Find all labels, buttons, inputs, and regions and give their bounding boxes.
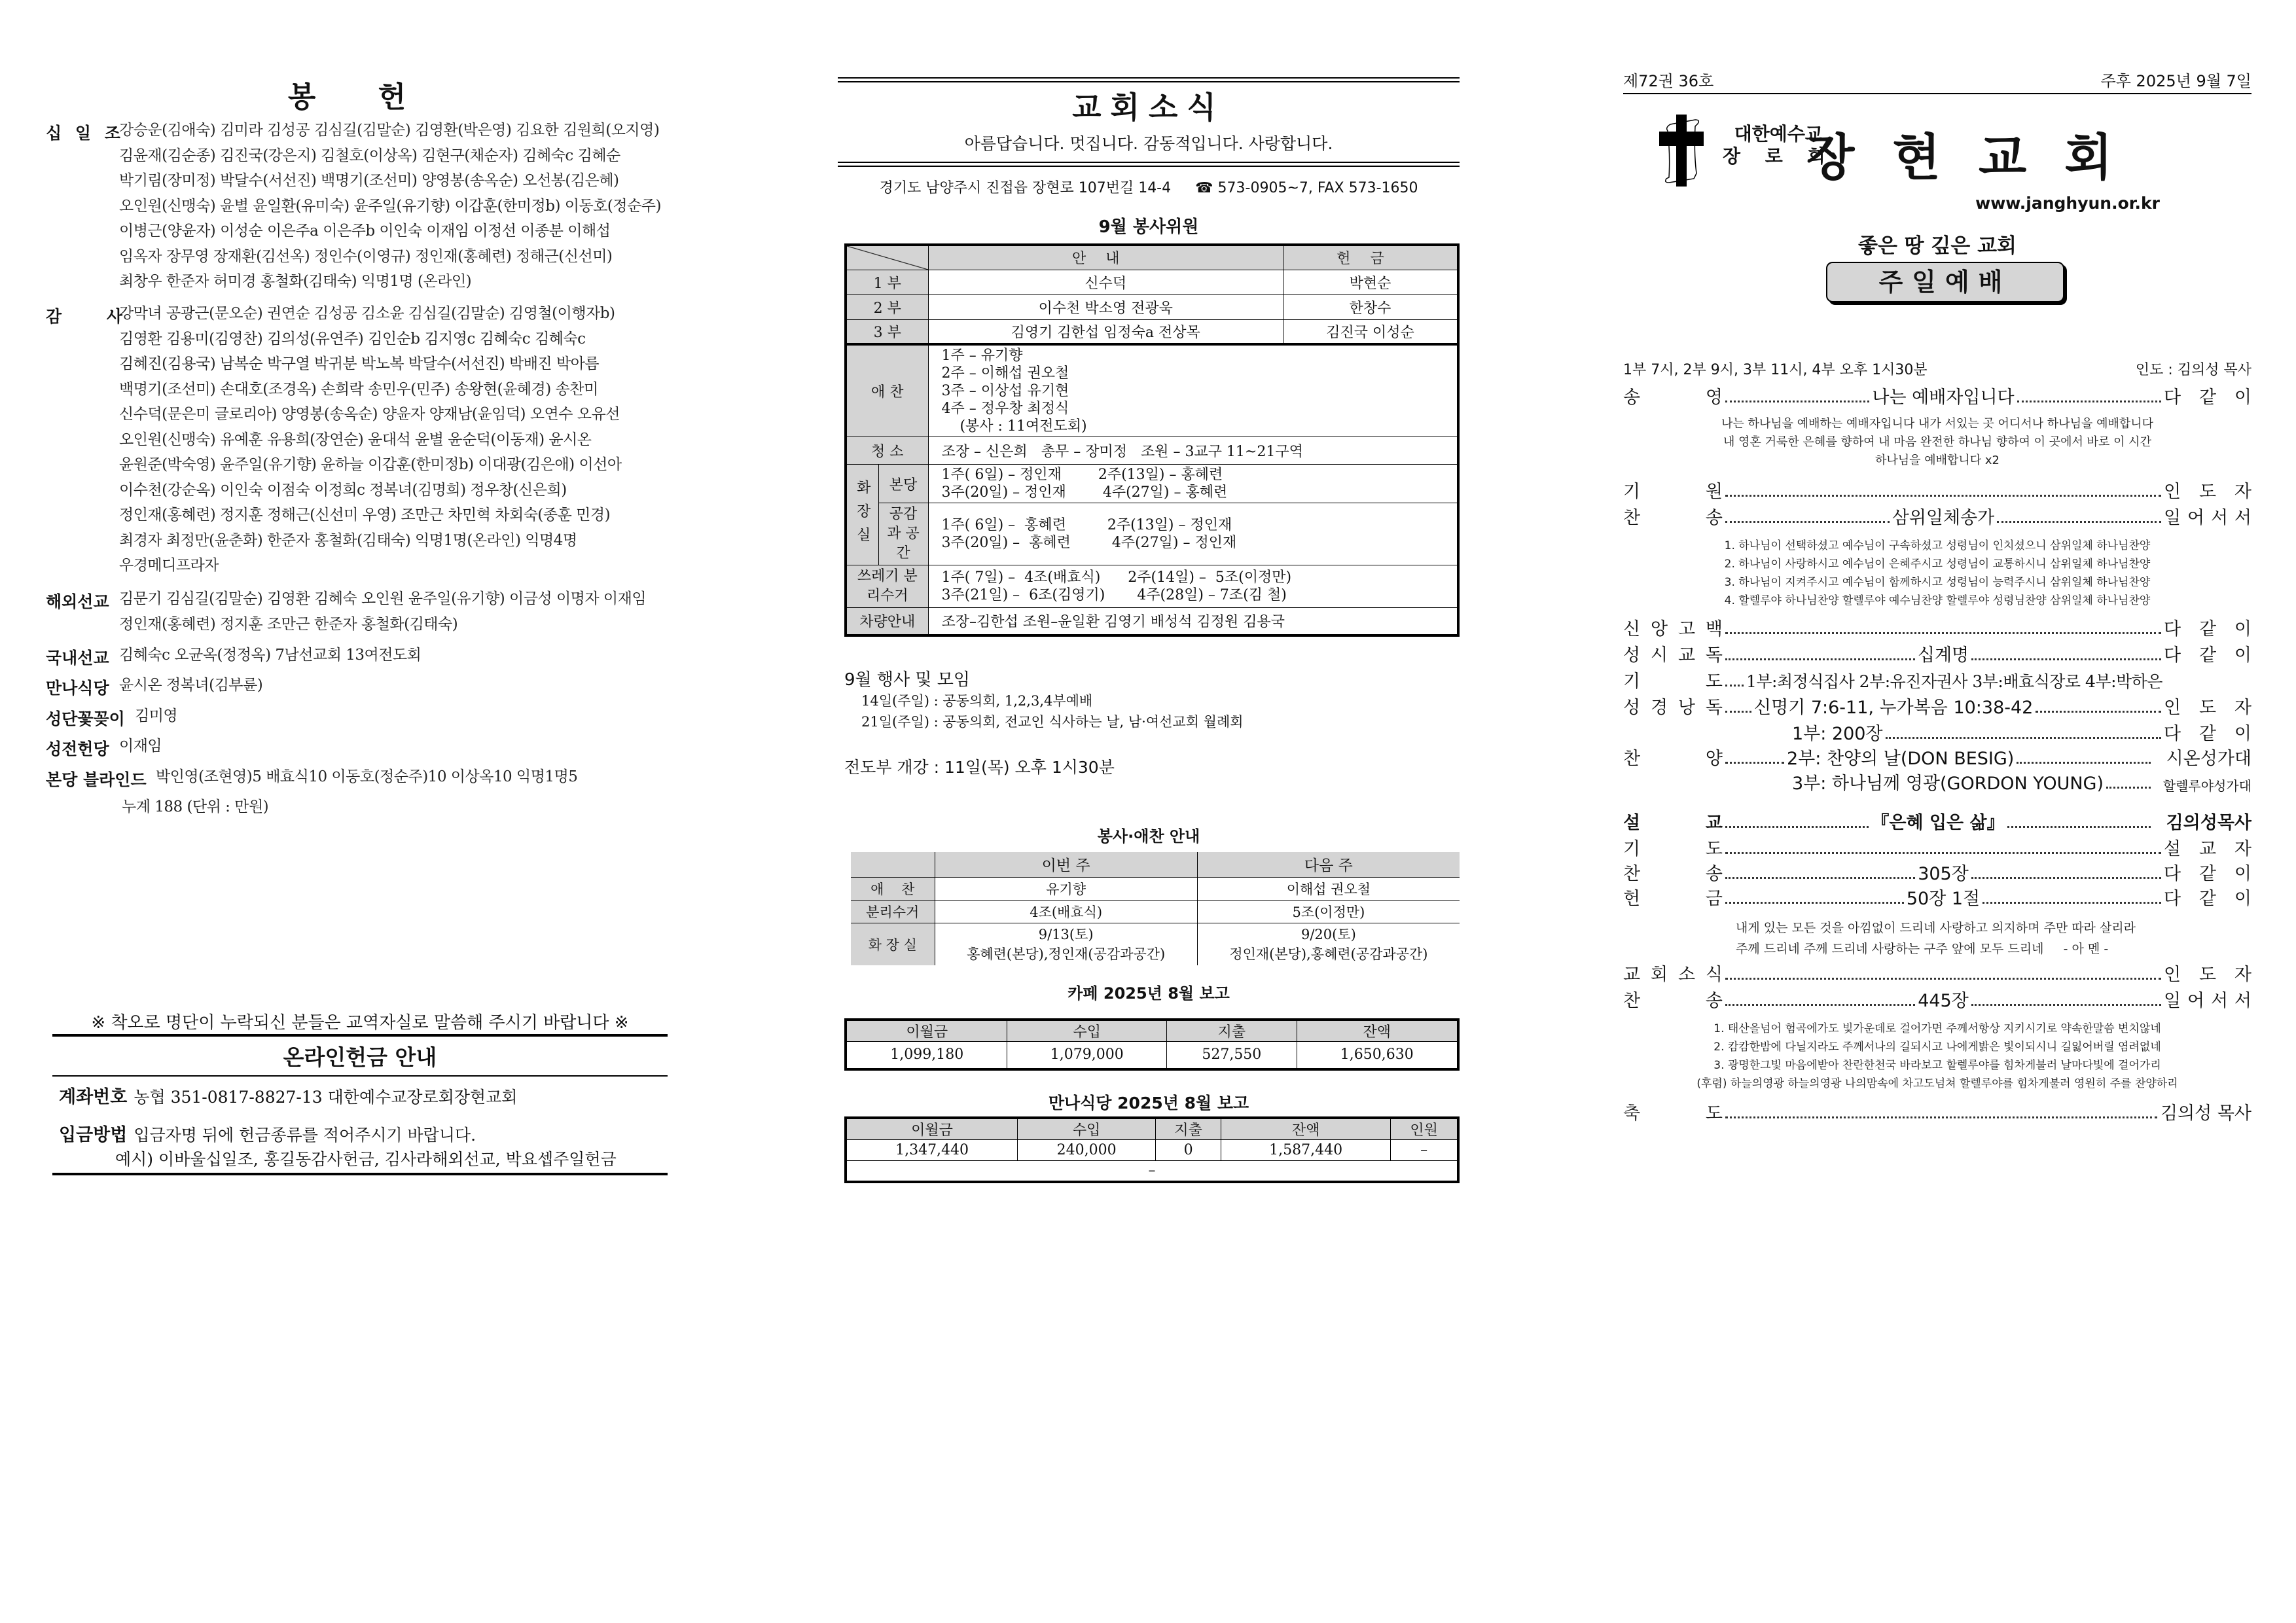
row-sublabel: 본당 (878, 465, 928, 503)
method-row (59, 1120, 476, 1146)
col-header: 잔액 (1221, 1118, 1391, 1140)
church-url[interactable]: www.janghyun.or.kr (1975, 194, 2160, 213)
lyric-line: 2. 캄캄한밤에 다닐지라도 주께서나의 길되시고 나에게밝은 빛이되시니 길잃어버릴 염려없네 (1713, 1041, 2161, 1054)
row-label: 애 찬 (851, 877, 935, 900)
leader-dots (2017, 401, 2161, 402)
order-name: 축 도 (1623, 1103, 1723, 1124)
method-label: 입금방법 (59, 1125, 128, 1145)
cell: 1,587,440 (1221, 1140, 1391, 1161)
leader-dots (1725, 495, 2161, 497)
order-content: 삼위일체송가 (1892, 508, 1995, 528)
restroom-main-cell (928, 465, 1458, 503)
group-label: 본당 블라인드 (46, 770, 147, 789)
weekly-table (851, 852, 1460, 965)
account-value: 농협 351-0817-8827-13 대한예수교장로회장현교회 (134, 1088, 518, 1107)
leader-dots (1725, 1004, 1915, 1006)
method-value: 입금자명 뒤에 헌금종류를 적어주시기 바랍니다. (134, 1126, 476, 1145)
manna-report-table (844, 1116, 1460, 1183)
order-item-benediction (1623, 1099, 2251, 1124)
restroom-space-cell (928, 503, 1458, 565)
lyrics-closing (1623, 1020, 2251, 1093)
bulletin-date: 주후 2025년 9월 7일 (2100, 72, 2251, 90)
date: 9/20(토) (1300, 926, 1356, 942)
line: 1주( 7일) – 4조(배효식) 2주(14일) – 5조(이정만) (941, 569, 1292, 586)
row-label: 분리수거 (851, 900, 935, 923)
col-header: 이월금 (846, 1020, 1007, 1042)
cell: 5조(이정만) (1197, 900, 1460, 923)
col-header-offering: 헌금 (1283, 245, 1458, 270)
leader-dots (2106, 787, 2151, 789)
choir-cell (928, 344, 1458, 437)
order-name: 찬 송 (1623, 864, 1723, 884)
lyric-line: 내 영혼 거룩한 은혜를 향하여 내 마음 완전한 하나님 향하여 이 곳에서 바로 이 시간 (1723, 435, 2151, 449)
order-item (1623, 615, 2251, 640)
cell: 1,099,180 (846, 1042, 1007, 1069)
volunteers-table (844, 243, 1460, 637)
denomination-line: 장 로 회 (1723, 145, 1835, 167)
weekly-title: 봉사·애찬 안내 (1097, 827, 1200, 846)
col-header: 지출 (1167, 1020, 1297, 1042)
col-header: 인원 (1391, 1118, 1458, 1140)
order-content: 신명기 7:6-11, 누가복음 10:38-42 (1754, 698, 2034, 718)
col-header: 이번 주 (935, 852, 1197, 877)
volunteers-title: 9월 봉사위원 (1098, 217, 1199, 237)
row-label: 쓰레기 분리수거 (846, 565, 928, 608)
donor-line: 우경메디프라자 (119, 557, 219, 574)
cell: 1,347,440 (846, 1140, 1018, 1161)
service-times (1623, 359, 2251, 379)
donor-line: 최경자 최정만(윤춘화) 한준자 홍철화(김태숙) 익명1명(온라인) 익명4명 (119, 531, 577, 549)
lyrics-trinity (1623, 537, 2251, 610)
leader-dots (1725, 711, 1751, 713)
donor-list (119, 586, 646, 637)
lyric-line: 주께 드리네 주께 드리네 사랑하는 구주 앞에 모두 드리네 - 아 멘 - (1736, 942, 2109, 956)
donor-line: 임옥자 장무영 장재환(김선옥) 정인수(이영규) 정인재(홍혜련) 정해근(신선미) (119, 247, 613, 265)
leader-dots (1725, 401, 1869, 402)
lyrics-offering (1623, 918, 2251, 959)
row-sublabel: 공감과 공간 (878, 503, 928, 565)
col-header: 이월금 (846, 1118, 1018, 1140)
order-participant: 일 어 서 서 (2164, 991, 2251, 1011)
church-motto: 좋은 땅 깊은 교회 (1858, 234, 2017, 258)
col-header: 수입 (1007, 1020, 1167, 1042)
lyric-line: 내게 있는 모든 것을 아낌없이 드리네 사랑하고 의지하며 주만 따라 살리라 (1736, 921, 2136, 935)
donor-line: 김혜진(김용국) 남복순 박구열 박귀분 박노복 박달수(서선진) 박배진 박아름 (119, 355, 600, 372)
group-label: 성단꽃꽂이 (46, 709, 125, 728)
online-offering-title: 온라인헌금 안내 (283, 1044, 437, 1070)
order-name: 기 도 (1623, 839, 1723, 859)
address-text: 경기도 남양주시 진접읍 장현로 107번길 14-4 (879, 180, 1172, 196)
order-name: 기 원 (1623, 482, 1723, 502)
line: 1주( 6일) – 정인재 2주(13일) – 홍혜련 (941, 467, 1223, 483)
leader-dots (1725, 826, 1869, 828)
donor-line: 김문기 김심길(김말순) 김영환 김혜숙 오인원 윤주일(유기향) 이금성 이명자 이재임 (119, 590, 647, 607)
order-item (1623, 694, 2251, 719)
sermon-title: 『은혜 입은 삶』 (1871, 813, 2005, 833)
donor-line: 김혜숙c 오균옥(정정옥) 7남선교회 13여전도회 (119, 647, 422, 664)
line: 1주( 6일) – 홍혜련 2주(13일) – 정인재 (941, 517, 1232, 533)
lyric-line: (후렴) 하늘의영광 하늘의영광 나의맘속에 차고도넘쳐 할렐루야를 힘차게불러 영원히 주를 찬양하리 (1696, 1077, 2178, 1090)
cafe-report-title: 카페 2025년 8월 보고 (1067, 984, 1230, 1003)
order-name: 기 도 (1623, 671, 1723, 692)
cell: 527,550 (1167, 1042, 1297, 1069)
cell: 이수천 박소영 전광욱 (928, 294, 1283, 319)
order-participant: 다 같 이 (2164, 724, 2251, 744)
row-label: 2 부 (846, 294, 928, 319)
order-item (1623, 641, 2251, 666)
church-address (838, 177, 1460, 197)
donor-line: 강승운(김애숙) 김미라 김성공 김심길(김말순) 김영환(박은영) 김요한 김원희(오지영) (119, 122, 660, 139)
order-item (1623, 720, 2251, 745)
leader-dots (1982, 902, 2161, 904)
order-item (1623, 987, 2251, 1012)
donor-line: 이재임 (119, 738, 162, 755)
leader-dots (1725, 521, 1890, 523)
order-name: 신 앙 고 백 (1623, 619, 1723, 639)
order-item (1623, 504, 2251, 529)
account-row (59, 1082, 517, 1108)
order-name: 성 시 교 독 (1623, 645, 1723, 666)
group-label: 감 사 (46, 307, 143, 326)
lyric-line: 나는 하나님을 예배하는 예배자입니다 내가 서있는 곳 어디서나 하나님을 예배합니다 (1721, 417, 2154, 431)
line: (봉사 : 11여전도회) (941, 418, 1087, 435)
leader-dots (1725, 978, 2161, 980)
order-item (1623, 770, 2251, 794)
line: 3주(21일) – 6조(김영기) 4주(28일) – 7조(김 철) (941, 587, 1287, 603)
lyric-line: 2. 하나님이 사랑하시고 예수님이 은혜주시고 성령님이 교통하시니 삼위일체 하나님찬양 (1724, 558, 2151, 571)
order-content: 1부: 200장 (1792, 724, 1883, 744)
donor-line: 박기림(장미정) 박달수(서선진) 백명기(조선미) 양영봉(송옥순) 오선봉(김은혜) (119, 172, 619, 189)
order-name: 헌 금 (1623, 889, 1723, 909)
method-example: 예시) 이바울십일조, 홍길동감사헌금, 김사라해외선교, 박요셉주일헌금 (115, 1150, 617, 1169)
row-label: 1 부 (846, 270, 928, 294)
lyric-line: 3. 하나님이 지켜주시고 예수님이 함께하시고 성령님이 능력주시니 삼위일체 하나님찬양 (1724, 576, 2151, 589)
service-title-badge: 주일예배 (1826, 262, 2064, 302)
line: 4주 – 정우창 최정식 (941, 401, 1069, 417)
leader-dots (1725, 762, 1784, 764)
leader-dots (2007, 826, 2151, 828)
cell: 0 (1156, 1140, 1221, 1161)
cell: 이해섭 권오철 (1197, 877, 1460, 900)
order-name: 찬 양 (1623, 749, 1723, 769)
events-title: 9월 행사 및 모임 (844, 670, 971, 690)
order-participant: 다 같 이 (2164, 889, 2251, 909)
line: 2주 – 이해섭 권오철 (941, 365, 1069, 382)
order-participant: 다 같 이 (2164, 645, 2251, 666)
order-item (1623, 745, 2251, 770)
leader-dots (2036, 711, 2161, 713)
leader-dots (1971, 658, 2161, 660)
order-participant: 인 도 자 (2164, 965, 2251, 985)
donor-line: 백명기(조선미) 손대호(조경옥) 손희락 송민우(민주) 송왕현(윤혜경) 송찬미 (119, 380, 598, 398)
cell: 유기향 (935, 877, 1197, 900)
volume-number: 제72권 36호 (1623, 72, 1714, 90)
order-participant: 다 같 이 (2164, 387, 2251, 408)
lyric-line: 3. 광명한그빛 마음에받아 찬란한천국 바라보고 할렐루야를 힘차게불러 날마다빛에 걸어가리 (1713, 1059, 2161, 1072)
events-section (844, 666, 1453, 778)
cell: 신수덕 (928, 270, 1283, 294)
leader-dots (1971, 877, 2161, 879)
donor-line: 김미영 (135, 707, 178, 724)
donor-line: 박인영(조현영)5 배효식10 이동호(정순주)10 이상옥10 익명1명5 (156, 768, 578, 785)
col-header-guide: 안내 (928, 245, 1283, 270)
cell: – (1391, 1140, 1458, 1161)
leader-dots (1886, 737, 2161, 739)
parking-cell: 조장–김한섭 조원–윤일환 김영기 배성석 김정원 김용국 (928, 608, 1458, 635)
event-item: 14일(주일) : 공동의회, 1,2,3,4부예배 (861, 693, 1093, 709)
account-label: 계좌번호 (59, 1087, 128, 1107)
order-item (1623, 668, 2251, 692)
order-participant: 다 같 이 (2164, 619, 2251, 639)
leader-text: 인도 : 김의성 목사 (2135, 362, 2251, 378)
corner-cell (851, 852, 935, 877)
leader-dots (1725, 658, 1915, 660)
divider (52, 1075, 668, 1077)
cell (1197, 923, 1460, 965)
donor-line: 김윤재(김순종) 김진국(강은지) 김철호(이상옥) 김현구(채순자) 김혜숙c 김혜순 (119, 147, 620, 164)
order-participant: 시온성가대 (2166, 749, 2251, 769)
order-participant: 김의성 목사 (2161, 1103, 2251, 1124)
row-label: 청 소 (846, 437, 928, 465)
order-name: 찬 송 (1623, 991, 1723, 1011)
leader-dots (2017, 762, 2151, 764)
donor-line: 오인원(신맹숙) 윤별 윤일환(유미숙) 윤주일(유기향) 이갑훈(한미정b) 이동호(정순주) (119, 197, 661, 215)
order-participant: 일 어 서 서 (2164, 508, 2251, 528)
order-content: 3부: 하나님께 영광(GORDON YOUNG) (1792, 774, 2104, 794)
order-name: 성 경 낭 독 (1623, 698, 1723, 718)
order-content: 50장 1절 (1906, 889, 1981, 909)
omission-notice: ※ 착오로 명단이 누락되신 분들은 교역자실로 말씀해 주시기 바랍니다 ※ (91, 1013, 629, 1033)
cell: 김영기 김한섭 임정숙a 전상목 (928, 319, 1283, 344)
assignees: 홍혜련(본당),정인재(공감과공간) (967, 946, 1166, 962)
lyric-line: 1. 하나님이 선택하셨고 예수님이 구속하셨고 성령님이 인치셨으니 삼위일체 하나님찬양 (1724, 539, 2151, 552)
lyric-line: 4. 할렐루야 하나님찬양 할렐루야 예수님찬양 할렐루야 성령님찬양 삼위일체 하나님찬양 (1724, 594, 2151, 607)
order-participant: 다 같 이 (2164, 864, 2251, 884)
double-rule (838, 162, 1460, 167)
order-name: 찬 송 (1623, 508, 1723, 528)
group-label: 국내선교 (46, 649, 109, 668)
divider (52, 1173, 668, 1175)
donor-line: 신수덕(문은미 글로리아) 양영봉(송옥순) 양윤자 양재남(윤임덕) 오연수 오유선 (119, 406, 620, 423)
donor-line: 최창우 한준자 허미경 홍철화(김태숙) 익명1명 (온라인) (119, 273, 472, 290)
order-name: 설 교 (1623, 813, 1723, 833)
row-label: 차량안내 (846, 608, 928, 635)
leader-dots (1997, 521, 2161, 523)
order-participant: 할렐루야성가대 (2162, 778, 2251, 794)
donor-line: 이병근(양윤자) 이성순 이은주a 이은주b 이인숙 이재임 이정선 이종분 이해섭 (119, 223, 611, 240)
group-label: 십 일 조 (46, 124, 124, 143)
news-slogan: 아름답습니다. 멋집니다. 감동적입니다. 사랑합니다. (964, 134, 1333, 153)
cell: 한창수 (1283, 294, 1458, 319)
cumulative-total: 누계 188 (단위 : 만원) (122, 798, 269, 815)
times-text: 1부 7시, 2부 9시, 3부 11시, 4부 오후 1시30분 (1623, 362, 1928, 378)
order-item (1623, 885, 2251, 910)
assignees: 정인재(본당),홍혜련(공감과공간) (1229, 946, 1428, 962)
cell: 4조(배효식) (935, 900, 1197, 923)
order-content: 1부:최정식집사 2부:유진자권사 3부:배효식장로 4부:박하은 (1746, 672, 2162, 691)
donor-line: 이수천(강순옥) 이인숙 이점숙 이정희c 정복녀(김명희) 정우창(신은희) (119, 481, 567, 499)
cell: 1,650,630 (1297, 1042, 1458, 1069)
leader-dots (1971, 1004, 2161, 1006)
order-participant: 김의성목사 (2166, 813, 2251, 833)
order-item (1623, 383, 2251, 408)
date: 9/13(토) (1038, 926, 1094, 942)
cell: 1,079,000 (1007, 1042, 1167, 1069)
phone-text: 573-0905~7, FAX 573-1650 (1217, 180, 1418, 196)
row-label: 3 부 (846, 319, 928, 344)
group-label: 성전헌당 (46, 740, 109, 758)
donor-line: 윤시온 정복녀(김부륜) (119, 677, 263, 694)
line: 3주(20일) – 정인재 4주(27일) – 홍혜련 (941, 484, 1228, 501)
order-name: 송 영 (1623, 387, 1723, 408)
cafe-report-table (844, 1018, 1460, 1071)
donor-line: 김영환 김용미(김영찬) 김의성(유연주) 김인순b 김지영c 김혜숙c 김혜숙c (119, 330, 586, 348)
line: 3주(20일) – 홍혜련 4주(27일) – 정인재 (941, 535, 1237, 551)
donor-line: 정인재(홍혜련) 정지훈 정해근(신선미 우영) 조만근 차민혁 차회숙(종훈 민경) (119, 507, 611, 524)
denomination-line: 대한예수교 (1734, 123, 1823, 145)
donor-line: 윤원준(박숙영) 윤주일(유기향) 윤하늘 이갑훈(한미정b) 이대광(김은애) 이선아 (119, 456, 622, 473)
line: 1주 – 유기향 (941, 348, 1023, 364)
order-content: 445장 (1918, 991, 1969, 1011)
row-label: 애 찬 (846, 344, 928, 437)
lecture-notice: 전도부 개강 : 11일(목) 오후 1시30분 (844, 758, 1115, 777)
order-item-sermon (1623, 809, 2251, 834)
lyric-line: 1. 태산을넘어 험곡에가도 빛가운데로 걸어가면 주께서항상 지키시기로 약속한말씀 변치않네 (1713, 1022, 2161, 1035)
order-content: 십계명 (1917, 645, 1969, 666)
line: 3주 – 이상섭 유기현 (941, 383, 1069, 399)
donor-line: 강막녀 공광근(문오순) 권연순 김성공 김소윤 김심길(김말순) 김영철(이행자b) (119, 305, 615, 322)
order-item (1623, 860, 2251, 885)
donor-line: 정인재(홍혜련) 정지훈 조만근 한준자 홍철화(김태숙) (119, 615, 458, 633)
leader-dots (1725, 902, 1904, 904)
row-label: 화장실 (846, 465, 878, 565)
order-name: 교 회 소 식 (1623, 965, 1723, 985)
leader-dots (1725, 852, 2161, 854)
phone-icon: ☎ (1195, 180, 1213, 196)
note-cell: – (846, 1161, 1458, 1182)
cell: 240,000 (1018, 1140, 1156, 1161)
row-label: 화 장 실 (851, 923, 935, 965)
order-item (1623, 478, 2251, 503)
order-item (1623, 961, 2251, 986)
leader-dots (1725, 1116, 2157, 1118)
leader-dots (1725, 685, 1744, 687)
donor-line: 오인원(신맹숙) 유예훈 유용희(장연순) 윤대석 윤별 윤순덕(이동재) 윤시온 (119, 431, 592, 448)
group-label: 만나식당 (46, 679, 109, 698)
order-content: 305장 (1918, 864, 1969, 884)
cell: 박현순 (1283, 270, 1458, 294)
donor-list (119, 301, 622, 579)
lyric-line: 하나님을 예배합니다 x2 (1874, 454, 2000, 467)
col-header: 잔액 (1297, 1020, 1458, 1042)
leader-dots (1725, 632, 2161, 634)
col-header: 수입 (1018, 1118, 1156, 1140)
donor-list (119, 118, 661, 294)
issue-bar (1623, 68, 2251, 94)
online-offering-box (52, 1034, 668, 1169)
lyrics-opening (1623, 415, 2251, 470)
news-title: 교회소식 (1072, 90, 1225, 125)
cross-scroll-icon (1656, 115, 1708, 187)
church-name: 장현교회 (1806, 128, 2151, 187)
leader-dots (1725, 877, 1915, 879)
corner-cell (846, 245, 928, 270)
group-label: 해외선교 (46, 592, 109, 611)
order-content: 나는 예배자입니다 (1872, 387, 2015, 408)
cell (935, 923, 1197, 965)
event-item: 21일(주일) : 공동의회, 전교인 식사하는 날, 남·여선교회 월례회 (861, 714, 1244, 730)
order-content: 2부: 찬양의 날(DON BESIG) (1787, 749, 2015, 769)
col-header: 지출 (1156, 1118, 1221, 1140)
cleaning-cell: 조장 – 신은희 총무 – 장미정 조원 – 3교구 11~21구역 (928, 437, 1458, 465)
offering-title: 봉 헌 (287, 80, 433, 114)
cell: 김진국 이성순 (1283, 319, 1458, 344)
order-item (1623, 835, 2251, 860)
col-header: 다음 주 (1197, 852, 1460, 877)
order-participant: 설 교 자 (2164, 839, 2251, 859)
order-participant: 인 도 자 (2164, 698, 2251, 718)
recycling-cell (928, 565, 1458, 608)
order-participant: 인 도 자 (2164, 482, 2251, 502)
double-rule (838, 77, 1460, 82)
manna-report-title: 만나식당 2025년 8월 보고 (1048, 1094, 1249, 1113)
